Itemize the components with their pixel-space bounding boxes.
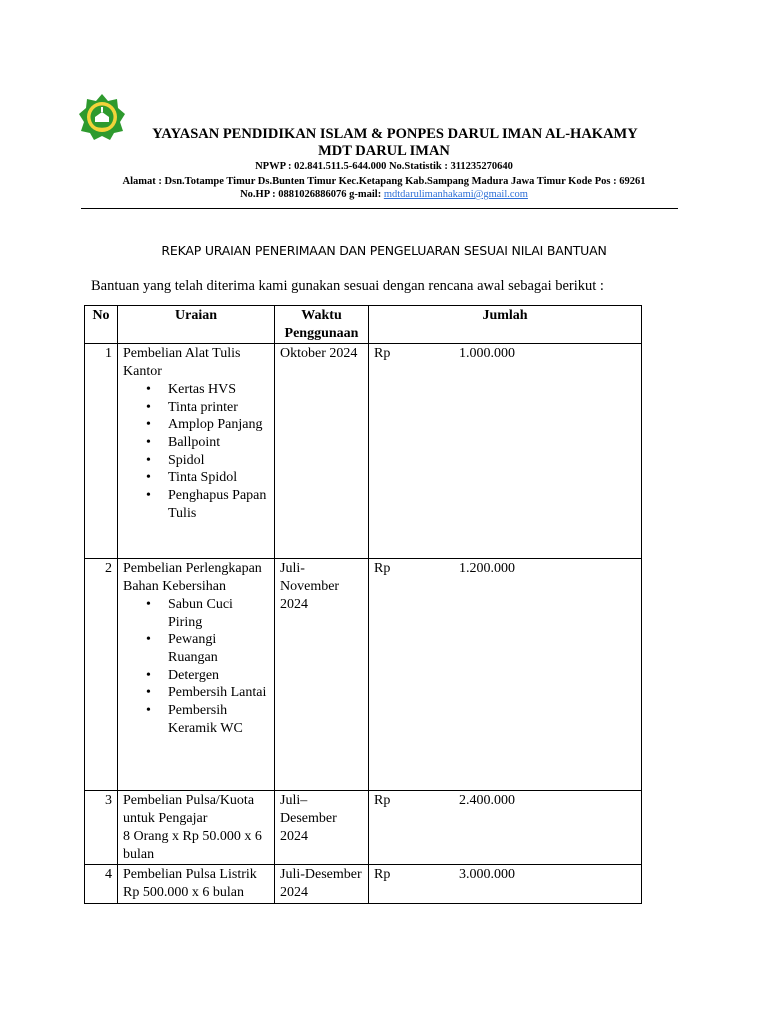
row-description: Pembelian Pulsa/Kuota untuk Pengajar	[123, 793, 255, 827]
row-uraian	[118, 559, 275, 791]
header-waktu: Waktu Penggunaan	[275, 306, 369, 344]
table-row	[85, 559, 642, 791]
list-item: • Sabun Cuci Piring	[168, 596, 269, 631]
row-description: Pembelian Perlengkapan Bahan Kebersihan	[123, 561, 262, 595]
row-waktu: Juli–Desember 2024	[275, 791, 369, 865]
contact-prefix: No.HP : 0881026886076 g-mail:	[240, 189, 384, 200]
row-description: Pembelian Alat Tulis Kantor	[123, 346, 241, 380]
row-detail: Rp 500.000 x 6 bulan	[123, 884, 244, 900]
row-waktu: Juli-November 2024	[275, 559, 369, 791]
contact-line	[0, 189, 768, 200]
list-item: • Ballpoint	[168, 434, 269, 452]
item-list	[123, 596, 269, 738]
currency-label: Rp	[374, 867, 391, 883]
list-item: • Spidol	[168, 452, 269, 470]
row-waktu: Juli-Desember 2024	[275, 865, 369, 903]
list-item: • Pewangi Ruangan	[168, 631, 269, 666]
header-divider	[81, 208, 678, 209]
row-number: 1	[85, 344, 118, 559]
item-list	[123, 381, 269, 523]
amount-value: 1.000.000	[459, 346, 515, 362]
organization-name-text: YAYASAN PENDIDIKAN ISLAM & PONPES DARUL IMAN AL-HAKAMY	[152, 126, 638, 142]
row-jumlah	[369, 559, 642, 791]
amount-value: 3.000.000	[459, 867, 515, 883]
row-waktu: Oktober 2024	[275, 344, 369, 559]
document-title: REKAP URAIAN PENERIMAAN DAN PENGELUARAN SESUAI NILAI BANTUAN	[161, 243, 607, 258]
currency-label: Rp	[374, 346, 391, 362]
row-number: 4	[85, 865, 118, 903]
list-item: • Penghapus Papan Tulis	[168, 487, 269, 522]
list-item: • Pembersih Lantai	[168, 684, 269, 702]
organization-subtitle: MDT DARUL IMAN	[318, 143, 450, 159]
list-item: • Tinta printer	[168, 399, 269, 417]
header-jumlah: Jumlah	[369, 306, 642, 344]
list-item: • Amplop Panjang	[168, 416, 269, 434]
list-item: • Kertas HVS	[168, 381, 269, 399]
intro-text: Bantuan yang telah diterima kami gunakan sesuai dengan rencana awal sebagai berikut :	[91, 278, 604, 294]
table-row	[85, 791, 642, 865]
table-row	[85, 865, 642, 903]
row-number: 2	[85, 559, 118, 791]
row-detail: 8 Orang x Rp 50.000 x 6 bulan	[123, 828, 262, 862]
expense-table	[84, 305, 642, 904]
currency-label: Rp	[374, 561, 391, 577]
row-description: Pembelian Pulsa Listrik	[123, 867, 257, 883]
header-uraian: Uraian	[118, 306, 275, 344]
list-item: • Pembersih Keramik WC	[168, 702, 269, 737]
npwp-line: NPWP : 02.841.511.5-644.000 No.Statistik : 311235270640	[255, 161, 513, 172]
row-number: 3	[85, 791, 118, 865]
row-jumlah	[369, 344, 642, 559]
email-link[interactable]: mdtdarulimanhakami@gmail.com	[383, 189, 528, 200]
amount-value: 1.200.000	[459, 561, 515, 577]
address-line: Alamat : Dsn.Totampe Timur Ds.Bunten Timur Kec.Ketapang Kab.Sampang Madura Jawa Timur Kode Pos : 69261	[122, 176, 646, 187]
table-row	[85, 344, 642, 559]
organization-name	[0, 126, 768, 143]
row-uraian	[118, 344, 275, 559]
row-uraian	[118, 865, 275, 903]
row-uraian	[118, 791, 275, 865]
row-jumlah	[369, 791, 642, 865]
amount-value: 2.400.000	[459, 793, 515, 809]
row-jumlah	[369, 865, 642, 903]
list-item: • Tinta Spidol	[168, 469, 269, 487]
header-no: No	[85, 306, 118, 344]
table-header-row	[85, 306, 642, 344]
list-item: • Detergen	[168, 667, 269, 685]
currency-label: Rp	[374, 793, 391, 809]
